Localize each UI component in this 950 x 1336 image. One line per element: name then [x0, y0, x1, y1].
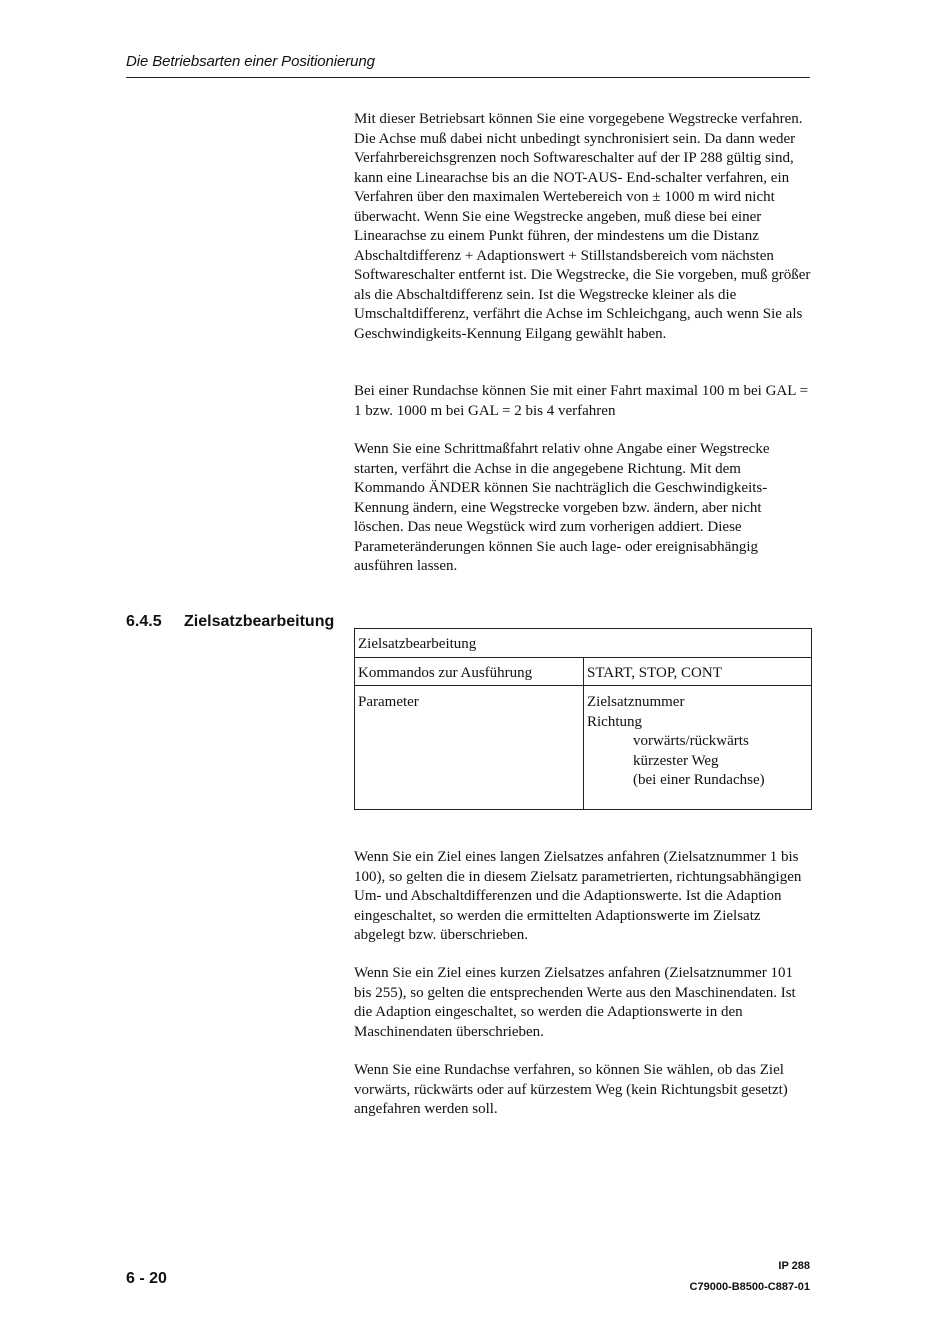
paragraph-langer-zielsatz: Wenn Sie ein Ziel eines langen Zielsatzes anfahren (Zielsatznummer 1 bis 100), so gelten die in diesem Zielsatz parametrierten, richtungsabhängigen Um- und Abschaltdifferenzen und die Adaptionswerte. Ist die Adaption eingeschaltet, so werden die ermittelten Adaptionswerte im Zielsatz abgelegt bzw. überschrieben.: [354, 849, 802, 943]
table-cell-label: Parameter: [355, 686, 584, 810]
paragraph-rundachse-richtung: Wenn Sie eine Rundachse verfahren, so können Sie wählen, ob das Ziel vorwärts, rückwärts oder auf kürzestem Weg (kein Richtungsbit gesetzt) angefahren werden soll.: [354, 1062, 788, 1117]
param-subline: vorwärts/rückwärts: [633, 733, 749, 749]
section-title: Zielsatzbearbeitung: [184, 613, 335, 630]
param-line: Zielsatznummer: [587, 694, 685, 710]
page-number: 6 - 20: [126, 1270, 167, 1287]
running-header: Die Betriebsarten einer Positionierung: [126, 53, 375, 70]
table-title-row: [355, 629, 812, 658]
table-title: Zielsatzbearbeitung: [355, 629, 812, 658]
footer-doc-number: C79000-B8500-C887-01: [689, 1281, 810, 1293]
param-line: Richtung: [587, 713, 642, 730]
paragraph-kurzer-zielsatz: Wenn Sie ein Ziel eines kurzen Zielsatzes anfahren (Zielsatznummer 101 bis 255), so gelten die entsprechenden Werte aus den Maschinendaten. Ist die Adaption eingeschaltet, so werden die Adaptionswerte in den Maschinendaten überschrieben.: [354, 965, 796, 1040]
paragraph-schrittmass-intro: Mit dieser Betriebsart können Sie eine vorgegebene Wegstrecke verfahren. Die Achse muß dabei nicht unbedingt synchronisiert sein. Da dann weder Verfahrbereichsgrenzen noch Softwareschalter auf der IP 288 gültig sind, kann eine Linearachse bis an die NOT-AUS- End-schalter verfahren, ein Verfahren über den maximalen Wertebereich von ± 1000 m wird nicht überwacht. Wenn Sie eine Wegstrecke angeben, muß diese bei einer Linearachse zu einem Punkt führen, der mindestens um die Distanz Abschaltdifferenz + Adaptionswert + Stillstandsbereich vom nächsten Softwareschalter entfernt ist. Die Wegstrecke, die Sie vorgeben, muß größer als die Abschaltdifferenz sein. Ist die Wegstrecke kleiner als die Umschaltdifferenz, verfährt die Achse im Schleichgang, auch wenn Sie als Geschwindigkeits-Kennung Eilgang gewählt haben.: [354, 111, 811, 342]
footer-product: IP 288: [778, 1260, 810, 1272]
table-row: [355, 657, 812, 686]
paragraph-schrittmass-relativ: Wenn Sie eine Schrittmaßfahrt relativ ohne Angabe einer Wegstrecke starten, verfährt die Achse in die angegebene Richtung. Mit dem Kommando ÄNDER können Sie nachträglich die Geschwindigkeits-Kennung ändern, eine Wegstrecke vorgeben bzw. ändern, aber nicht löschen. Das neue Wegstück wird zum vorherigen addiert. Diese Parameteränderungen können Sie auch lage- oder ereignisabhängig ausführen lassen.: [354, 441, 770, 574]
param-subline: (bei einer Rundachse): [633, 772, 765, 788]
paragraph-rundachse: Bei einer Rundachse können Sie mit einer Fahrt maximal 100 m bei GAL = 1 bzw. 1000 m bei GAL = 2 bis 4 verfahren: [354, 383, 809, 419]
section-number: 6.4.5: [126, 613, 162, 630]
table-cell-label: Kommandos zur Ausführung: [355, 657, 584, 686]
table-cell-value: START, STOP, CONT: [584, 657, 812, 686]
footer-doc-info: [690, 1256, 810, 1298]
param-subline: kürzester Weg: [633, 752, 719, 769]
table-cell-value: [584, 686, 812, 810]
table-row: [355, 686, 812, 810]
section-heading: [126, 613, 334, 631]
header-rule: [126, 77, 810, 78]
zielsatz-table: [354, 628, 812, 810]
